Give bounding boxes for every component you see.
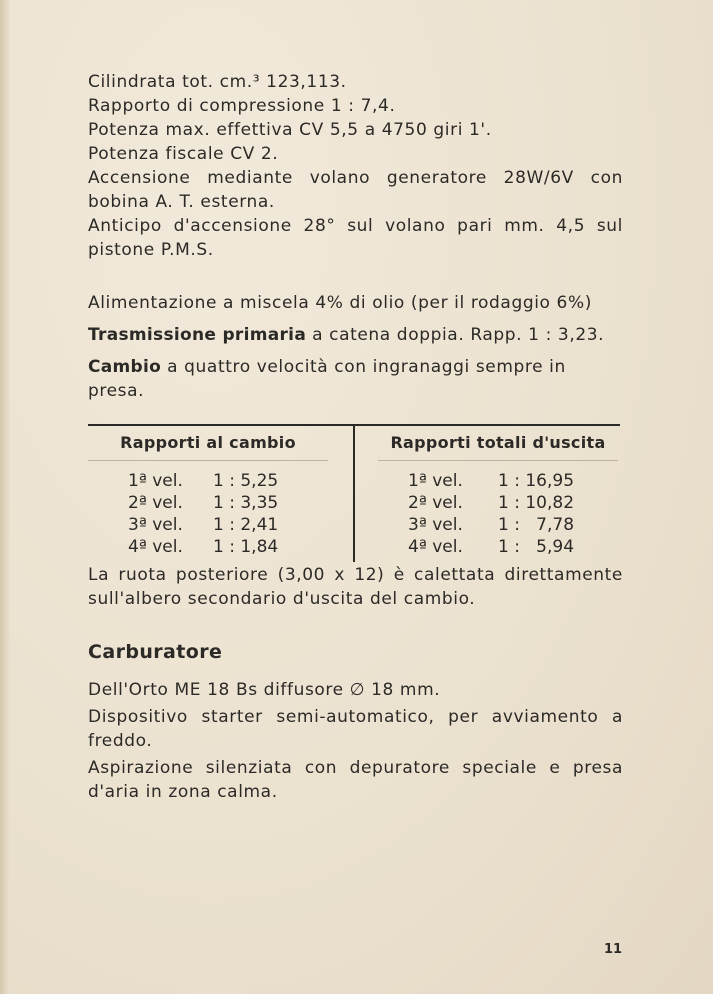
carb-line1: Dell'Orto ME 18 Bs diffusore ∅ 18 mm. — [88, 680, 441, 700]
ratio-value: 1 : 10,82 — [498, 493, 575, 513]
right-row — [378, 492, 618, 514]
alimentazione-line: Alimentazione a miscela 4% di olio (per il rodaggio 6%) — [88, 293, 592, 313]
trasmissione-text: a catena doppia. Rapp. 1 : 3,23. — [306, 325, 605, 345]
ratio-value: 1 : 2,41 — [213, 515, 279, 535]
page-content — [88, 70, 623, 804]
spec-potenza-fiscale: Potenza fiscale CV 2. — [88, 144, 279, 164]
total-ratio-column — [378, 426, 618, 558]
right-row — [378, 514, 618, 536]
ratio-value: 1 : 16,95 — [498, 471, 575, 491]
trasmissione-label: Trasmissione primaria — [88, 325, 307, 345]
ratio-value: 1 : 3,35 — [213, 493, 279, 513]
left-row — [88, 492, 328, 514]
page-number: 11 — [604, 942, 623, 957]
carb-line2: Dispositivo starter semi-automatico, per avviamento a freddo. — [88, 707, 623, 751]
ratio-value: 1 : 5,25 — [213, 471, 279, 491]
gear-label: 3ª vel. — [408, 515, 463, 535]
cambio-line — [88, 355, 623, 403]
gear-ratio-table — [88, 424, 620, 564]
ratio-value: 1 : 1,84 — [213, 537, 279, 557]
right-row — [378, 536, 618, 558]
gear-label: 3ª vel. — [128, 515, 183, 535]
trasmissione-line — [88, 323, 623, 347]
ratio-value: 1 : 5,94 — [498, 537, 575, 557]
gear-label: 4ª vel. — [128, 537, 183, 557]
section-heading-carburatore: Carburatore — [88, 641, 223, 663]
carb-line3: Aspirazione silenziata con depuratore speciale e presa d'aria in zona calma. — [88, 758, 623, 802]
spec-anticipo: Anticipo d'accensione 28° sul volano pari mm. 4,5 sul pistone P.M.S. — [88, 216, 623, 260]
ratio-value: 1 : 7,78 — [498, 515, 575, 535]
cambio-label: Cambio — [88, 357, 162, 377]
gear-label: 2ª vel. — [408, 493, 463, 513]
spec-compressione: Rapporto di compressione 1 : 7,4. — [88, 96, 396, 116]
gear-label: 1ª vel. — [128, 471, 183, 491]
table-divider — [353, 426, 355, 562]
gear-label: 1ª vel. — [408, 471, 463, 491]
spec-cilindrata: Cilindrata tot. cm.³ 123,113. — [88, 72, 347, 92]
wheel-note: La ruota posteriore (3,00 x 12) è calettata direttamente sull'albero secondario d'uscita del cambio. — [88, 565, 623, 609]
gear-label: 2ª vel. — [128, 493, 183, 513]
page-edge — [0, 0, 10, 994]
spec-accensione: Accensione mediante volano generatore 28W/6V con bobina A. T. esterna. — [88, 168, 623, 212]
left-row — [88, 514, 328, 536]
right-row — [378, 470, 618, 492]
gear-ratio-header: Rapporti al cambio — [88, 426, 328, 461]
spec-potenza-max: Potenza max. effettiva CV 5,5 a 4750 giri 1'. — [88, 120, 492, 140]
cambio-text: a quattro velocità con ingranaggi sempre in presa. — [88, 357, 566, 401]
left-row — [88, 536, 328, 558]
gear-label: 4ª vel. — [408, 537, 463, 557]
left-row — [88, 470, 328, 492]
total-ratio-header: Rapporti totali d'uscita — [378, 426, 618, 461]
gear-ratio-column — [88, 426, 328, 558]
